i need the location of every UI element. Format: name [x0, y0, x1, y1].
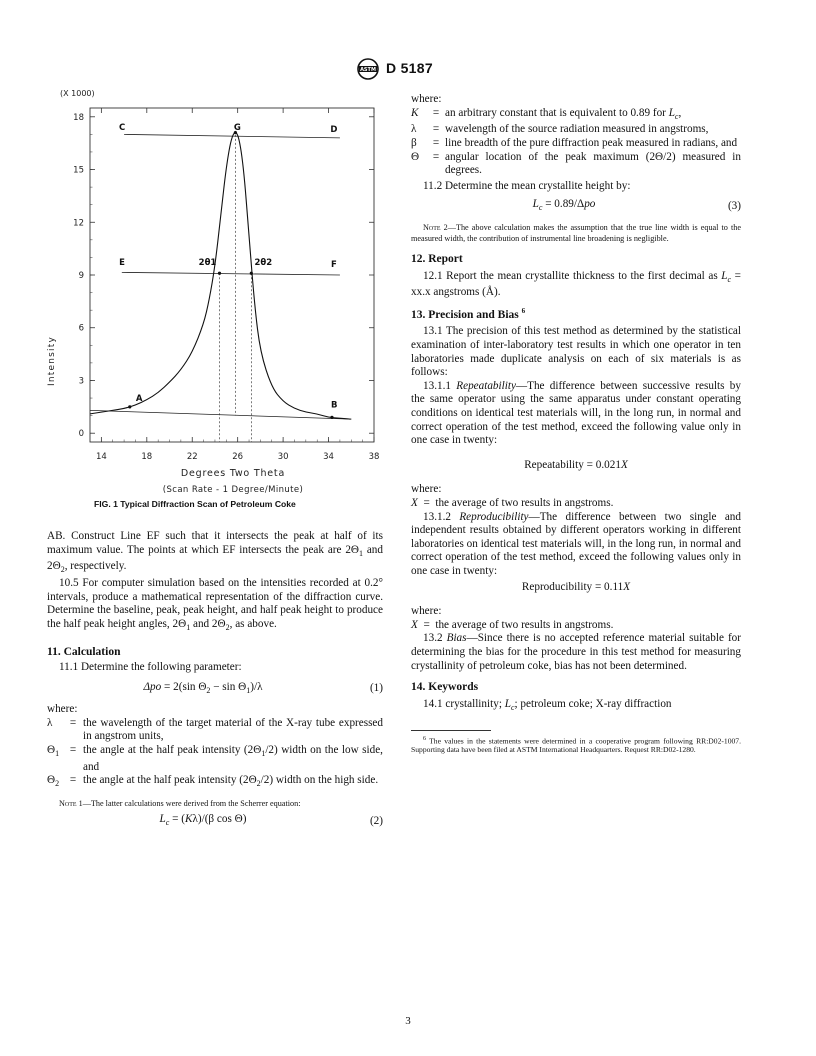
def-symbol: λ: [411, 123, 417, 136]
footnote-6: $^6$ The values in the statements were determined in a cooperative program following RR:D02-1007. Supporting data have been filed at ASTM International Headquarters. Request RR:D02-1280.: [411, 735, 741, 755]
repeatability-equation: Repeatability = 0.021X: [524, 458, 628, 471]
section-14-heading: 14. Keywords: [411, 681, 479, 694]
equation-1: [47, 681, 383, 697]
equation-2: [47, 813, 383, 830]
paragraph-13-1: 13.1 The precision of this test method as determined by the statistical examination of inter-laboratory test results in which one operator in ten laboratories made duplicate analysis on each of six materials is as follows:: [411, 325, 741, 379]
half-peak-label: 2θ1: [198, 258, 217, 269]
line-ef: [122, 272, 340, 275]
section-11-heading: 11. Calculation: [47, 645, 121, 658]
section-13-heading: [411, 305, 741, 322]
y-tick-label: 9: [78, 271, 84, 281]
equation-3-body: $L_c = 0.89/\Delta po$: [532, 198, 596, 213]
point-label-c: C: [118, 123, 126, 134]
equation-3: [411, 198, 741, 215]
def-text: line breadth of the pure diffraction peak measured in radians, and: [445, 137, 738, 150]
x-tick-label: 18: [141, 452, 153, 462]
x-tick-label: 14: [95, 452, 107, 462]
y-tick-label: 6: [78, 323, 84, 334]
y-axis-label: Intensity: [47, 336, 57, 386]
x-tick-label: 34: [323, 452, 334, 462]
def-equals: =: [432, 106, 440, 119]
point-label-d: D: [330, 124, 338, 135]
def-text: wavelength of the source radiation measured in angstroms,: [445, 123, 709, 136]
half-peak-label: 2θ2: [254, 258, 273, 269]
equation-1-number: (1): [369, 682, 383, 695]
note-1: Note 1—The latter calculations were derived from the Scherrer equation:: [59, 799, 301, 809]
point-2theta1: [218, 272, 221, 275]
paragraph-13-2: 13.2 Bias—Since there is no accepted reference material suitable for determining the bias for the procedure in this test method for measuring crystallinity of petroleum coke, bias has not been determined.: [411, 632, 741, 672]
paragraph-13-1-1: 13.1.1 Repeatability—The difference between successive results by the same operator using the same apparatus under constant operating conditions on identical test materials will, in the long run, in normal and correct operation of the test method, exceed the following value only in one case in twenty:: [411, 379, 741, 447]
y-tick-label: 0: [78, 429, 84, 440]
diffraction-chart: [42, 86, 382, 496]
def-equals: =: [69, 743, 77, 756]
x-axis-label: Degrees Two Theta: [180, 468, 286, 479]
equation-3-number: (3): [727, 200, 741, 212]
def-equals: =: [69, 774, 77, 787]
bias-term: Bias: [446, 632, 467, 645]
x-tick-label: 26: [232, 452, 244, 462]
reproducibility-term: Reproducibility: [459, 510, 529, 523]
where-label: where:: [47, 703, 78, 716]
def-equals: =: [432, 137, 440, 150]
paragraph-14-1: 14.1 crystallinity; $L_c$; petroleum coke; X-ray diffraction: [423, 697, 672, 712]
line-ab: [90, 410, 351, 419]
def-equals: =: [69, 716, 77, 729]
y-multiplier-label: (X 1000): [60, 89, 95, 98]
repeatability-term: Repeatability: [456, 379, 516, 392]
point-label-g: G: [233, 123, 241, 134]
page-number: 3: [405, 1015, 411, 1027]
x-tick-label: 38: [368, 452, 380, 462]
definition-x: X = the average of two results in angstroms.: [411, 618, 614, 631]
paragraph-11-2: 11.2 Determine the mean crystallite height by:: [423, 179, 631, 192]
def-symbol: β: [411, 137, 417, 150]
def-text: the wavelength of the target material of the X-ray tube expressed in angstrom units,: [83, 716, 383, 743]
left-column: [47, 530, 383, 830]
paragraph: AB. Construct Line EF such that it intersects the peak at half of its maximum value. The points at which EF intersects the peak are $2\Theta_1$ and $2\Theta_2$, respectively.: [47, 530, 383, 575]
standard-designation: D 5187: [386, 60, 433, 76]
footnote-divider: [411, 730, 491, 731]
def-symbol: λ: [47, 716, 53, 729]
point-label-e: E: [119, 258, 125, 269]
def-text: angular location of the peak maximum (2Θ/2) measured in degrees.: [445, 150, 741, 177]
page-header: [356, 58, 466, 82]
point-label-f: F: [331, 260, 337, 270]
reproducibility-equation: Reproducibility = 0.11X: [521, 580, 631, 593]
definitions-list: [47, 717, 383, 791]
paragraph-10-5: 10.5 For computer simulation based on the intensities recorded at 0.2° intervals, produce a mathematical representation of the diffraction curve. Determine the baseline, peak, peak height, and half peak height to produce the half peak height angles, $2\Theta_1$ and $2\Theta_2$, as above.: [47, 577, 383, 633]
paragraph-11-1: 11.1 Determine the following parameter:: [59, 661, 242, 674]
paragraph-13-1-2: 13.1.2 Reproducibility—The difference between two single and independent results obtained by different operators working in different laboratories on identical test materials will, in the long run, in normal and correct operation of the test method, exceed the following values only in one case in twenty:: [411, 510, 741, 577]
def-text: an arbitrary constant that is equivalent to 0.89 for $L_c$,: [445, 106, 682, 121]
equation-1-body: Δpo = 2(sin $\Theta_2 - \sin \Theta_1)/\lambda$: [143, 680, 263, 695]
definitions-list: [411, 107, 741, 178]
point-label-a: A: [135, 393, 143, 404]
def-equals: =: [432, 150, 440, 163]
bias-text: —Since there is no accepted reference material suitable for determining the bias for the procedure in this test method for measuring crystallinity of petroleum coke, bias has not been determined.: [411, 632, 741, 672]
x-tick-label: 30: [277, 452, 289, 462]
footnote-ref: 6: [521, 307, 526, 316]
y-tick-label: 12: [73, 218, 84, 229]
def-symbol: $\Theta_1$: [47, 743, 60, 759]
where-label: where:: [411, 483, 442, 496]
reproducibility-text: —The difference between two single and independent results obtained by different operators working in different laboratories on identical test materials will, in the long run, in normal and correct operation of the test method, exceed the following values only in one case in twenty:: [411, 510, 741, 577]
svg-text:ASTM: ASTM: [360, 67, 376, 73]
definition-x: X = the average of two results in angstroms.: [411, 497, 614, 509]
figure-1: [42, 86, 382, 516]
y-tick-label: 15: [73, 165, 84, 176]
def-symbol: Θ: [411, 150, 420, 163]
section-12-heading: 12. Report: [411, 253, 463, 266]
figure-caption: FIG. 1 Typical Diffraction Scan of Petroleum Coke: [94, 499, 296, 509]
scan-rate-label: (Scan Rate - 1 Degree/Minute): [162, 485, 304, 495]
section-13-title: 13. Precision and Bias: [411, 308, 519, 321]
x-tick-label: 22: [186, 452, 198, 462]
def-equals: =: [432, 123, 440, 136]
y-tick-label: 18: [73, 112, 84, 123]
def-symbol: K: [411, 106, 419, 119]
repeatability-text: —The difference between successive results by the same operator using the same apparatus under constant operating conditions on identical test materials will, in the long run, in normal and correct operation of the test method, exceed the following value only in one case in twenty:: [411, 379, 741, 447]
def-symbol: $\Theta_2$: [47, 774, 60, 789]
right-column: [411, 93, 741, 755]
paragraph-12-1: 12.1 Report the mean crystallite thickness to the first decimal as $L_c = xx.x$ angstroms (Å).: [411, 269, 741, 299]
def-text: the angle at the half peak intensity $(2\Theta_1/2)$ width on the low side, and: [83, 743, 383, 773]
def-text: the angle at the half peak intensity $(2\Theta_2/2)$ width on the high side.: [83, 774, 379, 789]
where-label: where:: [411, 93, 442, 105]
astm-logo-icon: [356, 58, 380, 80]
equation-2-body: $L_c = (K\lambda)/(\beta$ cos Θ): [159, 813, 247, 828]
diffraction-curve: [90, 132, 351, 419]
y-tick-label: 3: [78, 376, 84, 387]
equation-2-number: (2): [369, 815, 383, 828]
point-label-b: B: [330, 400, 338, 411]
note-2: Note 2—The above calculation makes the assumption that the true line width is equal to the measured width, the contribution of instrumental line broadening is negligible.: [411, 223, 741, 243]
where-label: where:: [411, 605, 442, 618]
